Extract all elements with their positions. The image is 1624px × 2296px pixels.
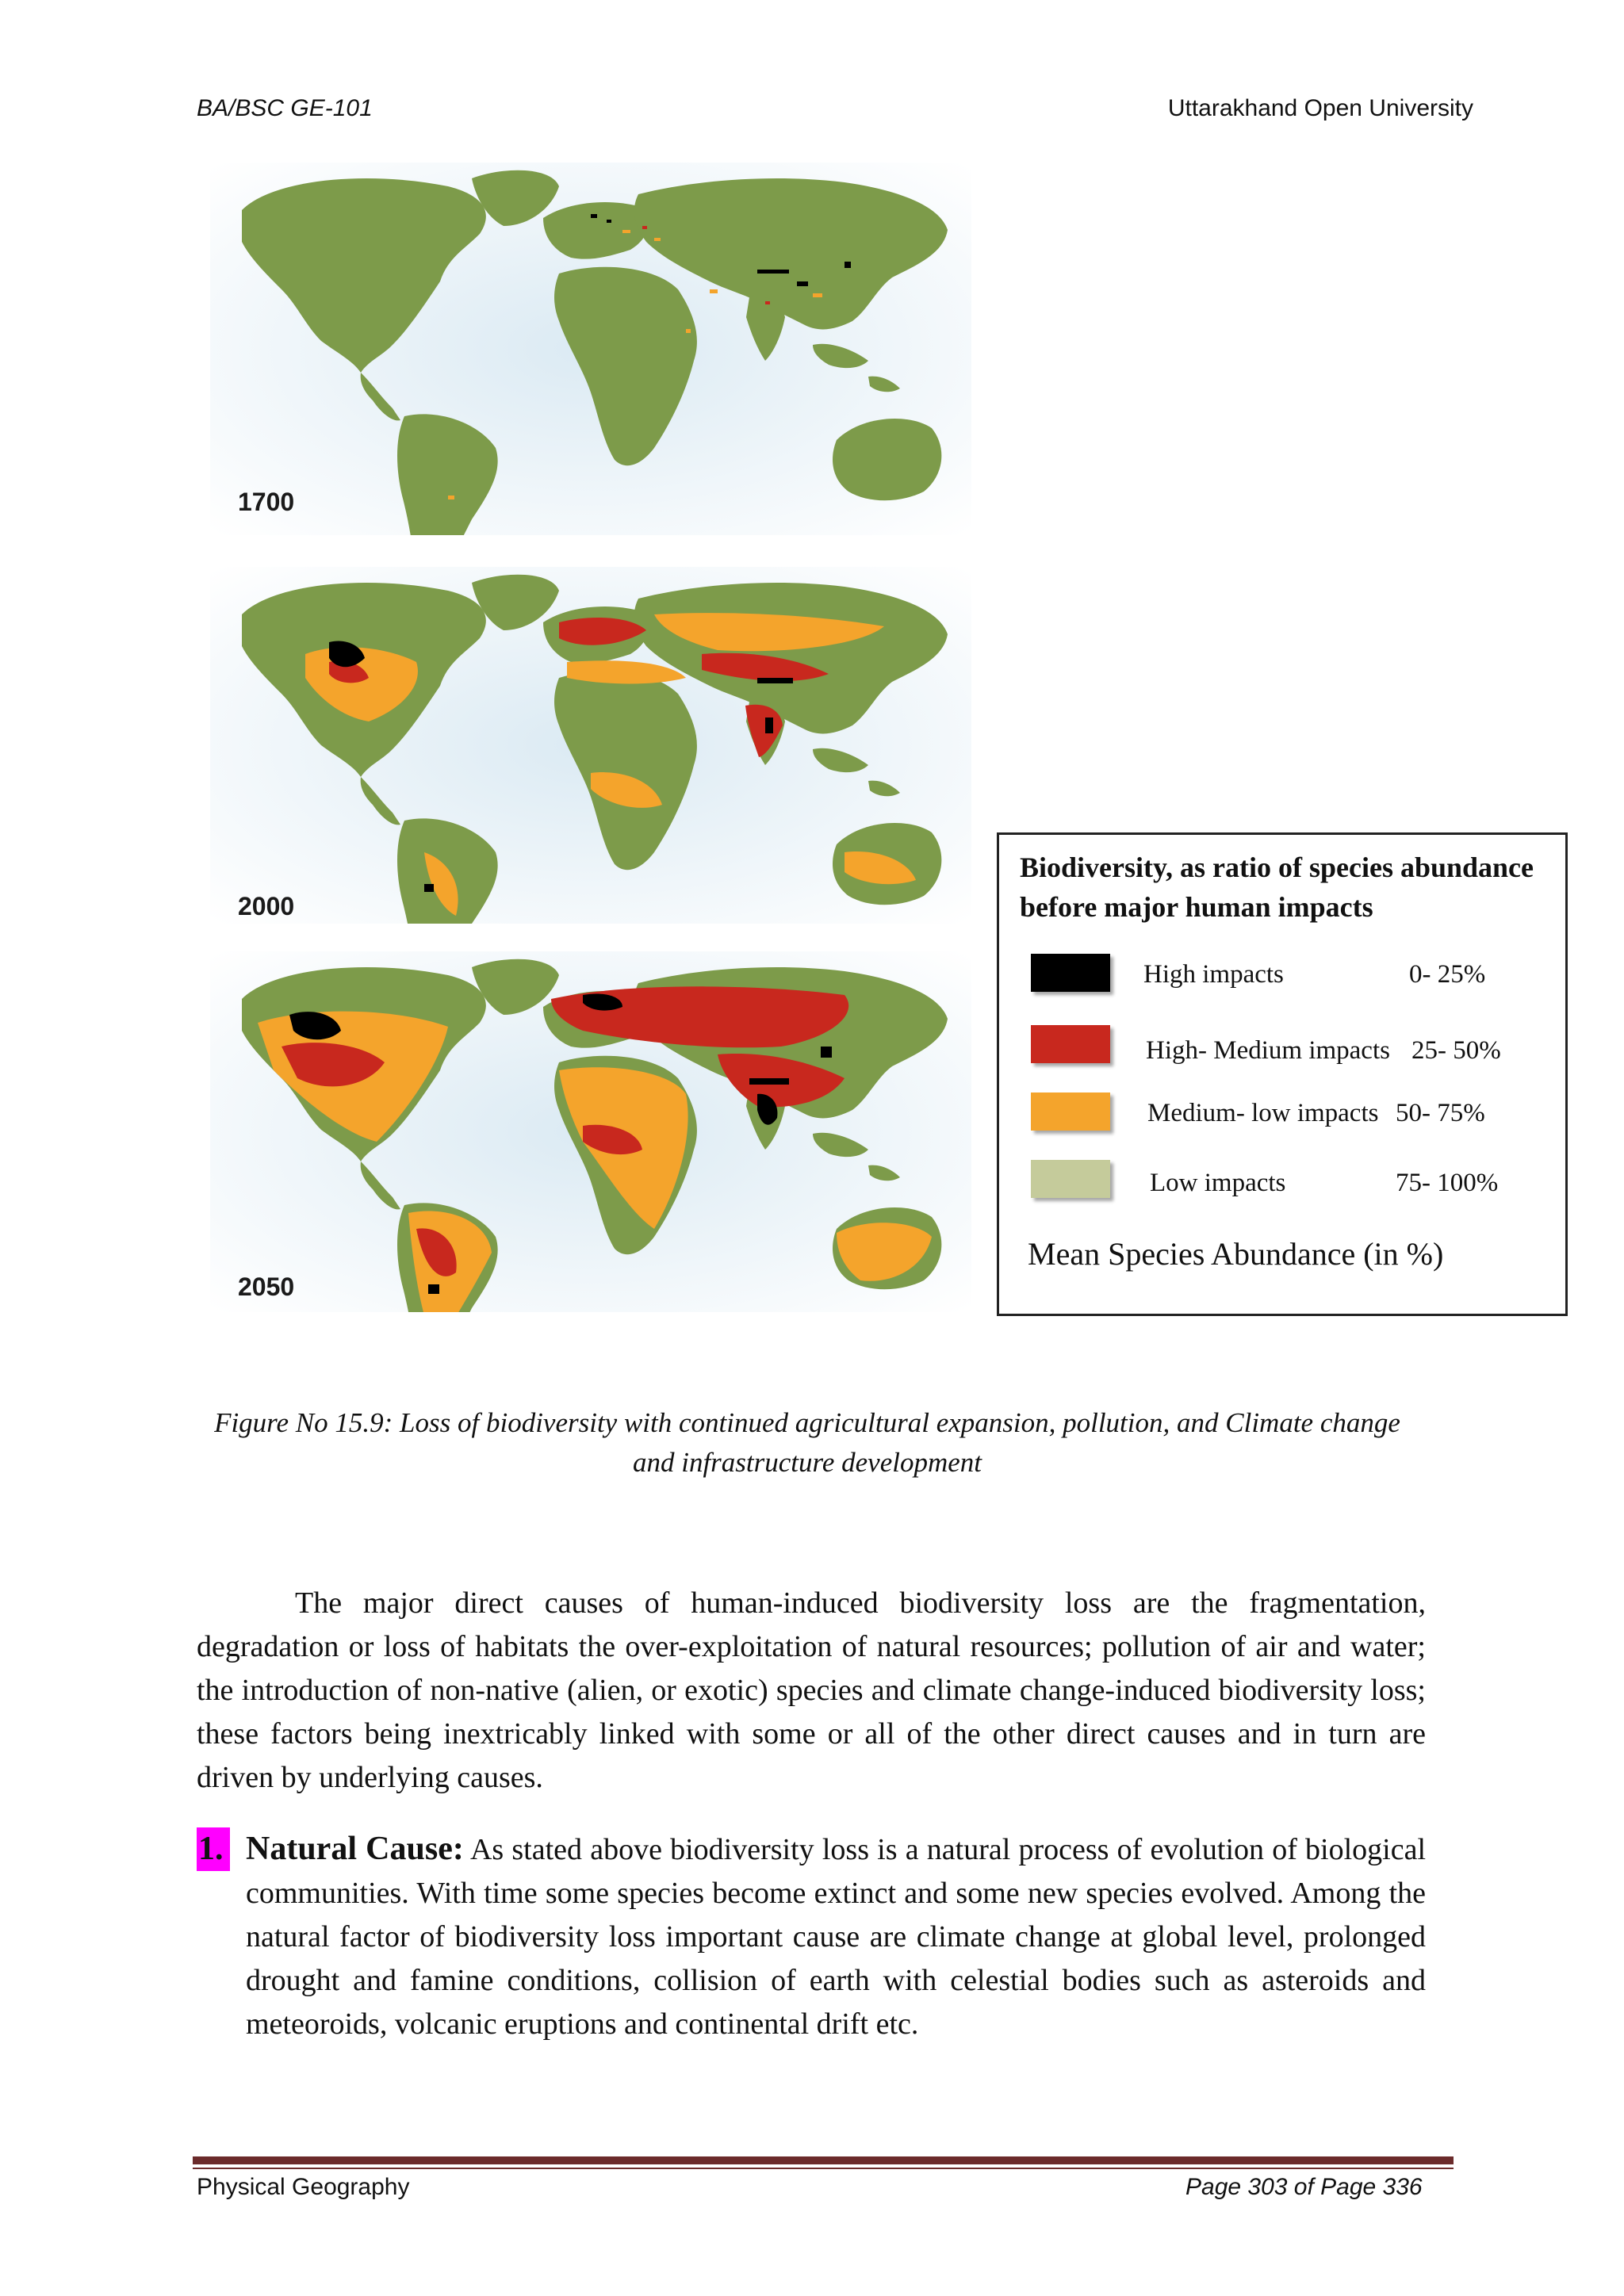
world-map-2050 [210, 951, 971, 1312]
list-item-heading: Natural Cause: [246, 1831, 464, 1867]
header-university: Uttarakhand Open University [1167, 95, 1473, 121]
map-year-2000: 2000 [238, 892, 295, 920]
legend-range-low: 75- 100% [1396, 1169, 1499, 1197]
list-item-natural-cause [197, 1827, 1426, 2046]
figure-caption: Figure No 15.9: Loss of biodiversity with continued agricultural expansion, pollution, and Climate change and infrastructure development [214, 1407, 1400, 1478]
legend-swatch-medium-low [1031, 1093, 1110, 1131]
body-paragraph: The major direct causes of human-induced biodiversity loss are the fragmentation, degradation or loss of habitats the over-exploitation of natural resources; pollution of air and water; the introduction of non-native (alien, or exotic) species and climate change-induced biodiversity loss; these factors being inextricably linked with some or all of the other direct causes and in turn are driven by underlying causes. [197, 1586, 1426, 1794]
footer-page-number: Page 303 of Page 336 [1185, 2174, 1423, 2200]
list-item-body [246, 1827, 1426, 2046]
legend-swatch-high [1031, 954, 1110, 992]
legend-range-high: 0- 25% [1409, 960, 1486, 989]
legend-title: Biodiversity, as ratio of species abundance before major human impacts [1020, 851, 1534, 923]
world-map-2000 [210, 567, 971, 924]
legend-range-high-medium: 25- 50% [1411, 1036, 1501, 1065]
legend-label-high-medium: High- Medium impacts [1146, 1036, 1390, 1065]
list-item-number: 1. [197, 1827, 230, 1871]
legend-label-low: Low impacts [1150, 1169, 1286, 1197]
map-year-2050: 2050 [238, 1272, 295, 1301]
legend-box [997, 832, 1568, 1316]
legend-swatch-low [1031, 1160, 1110, 1198]
footer-subject: Physical Geography [197, 2174, 410, 2200]
world-map-1700 [210, 163, 971, 535]
footer-rule-thick [193, 2156, 1454, 2164]
legend-footer: Mean Species Abundance (in %) [1028, 1236, 1444, 1272]
legend-label-high: High impacts [1143, 960, 1284, 989]
legend-label-medium-low: Medium- low impacts [1147, 1099, 1379, 1127]
footer-rule-thin [193, 2168, 1454, 2169]
header-course-code: BA/BSC GE-101 [197, 95, 373, 121]
map-year-1700: 1700 [238, 488, 295, 516]
list-item-text: As stated above biodiversity loss is a natural process of evolution of biological communities. With time some species become extinct and some new species evolved. Among the natural factor of biodiversity loss important cause are climate change at global level, prolonged drought and famine conditions, collision of earth with celestial bodies such as asteroids and meteoroids, volcanic eruptions and continental drift etc. [246, 1833, 1427, 2041]
legend-range-medium-low: 50- 75% [1396, 1099, 1485, 1127]
legend-swatch-high-medium [1031, 1025, 1110, 1063]
